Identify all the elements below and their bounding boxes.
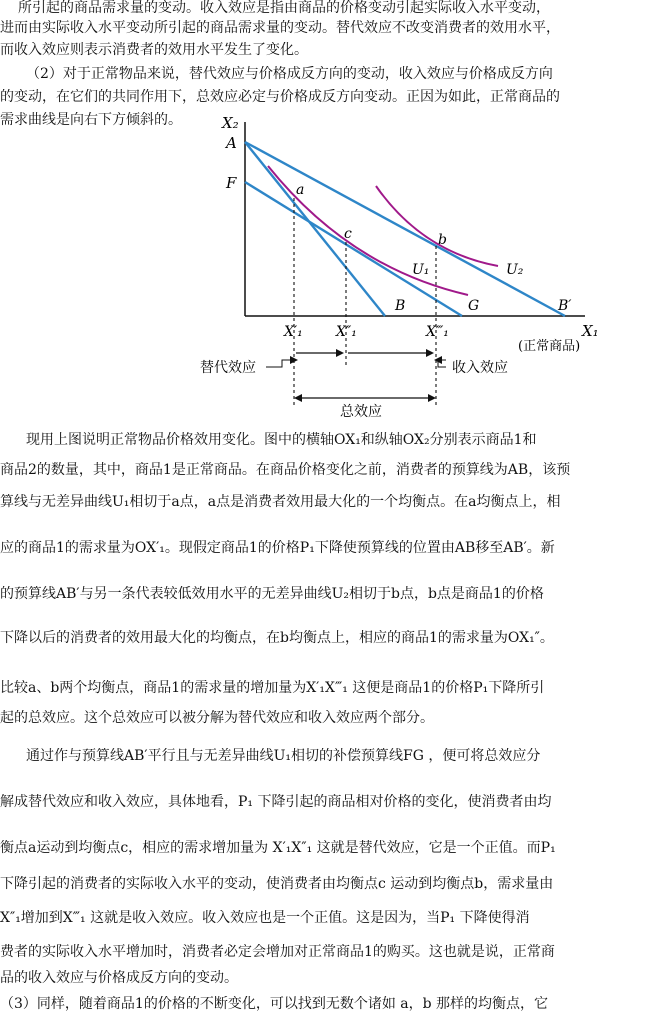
- paragraph-line-2: 进而由实际收入水平变动所引起的商品需求量的变动。替代效应不改变消费者的效用水平，: [0, 20, 560, 36]
- label-B: B: [395, 298, 406, 314]
- tick-label-x1-triple-prime: X‴₁: [426, 324, 449, 340]
- paragraph-line-20: 费者的实际收入水平增加时，消费者必定会增加对正常商品1的购买。这也就是说，正常商: [0, 944, 555, 960]
- paragraph-line-6: 需求曲线是向右下方倾斜的。: [0, 112, 182, 128]
- paragraph-line-4: （2）对于正常物品来说，替代效应与价格成反方向的变动，收入效应与价格成反方向: [26, 66, 553, 82]
- label-b: b: [438, 232, 447, 248]
- paragraph-line-12: 下降以后的消费者的效用最大化的均衡点，在b均衡点上，相应的商品1的需求量为OX₁″。: [0, 630, 554, 646]
- paragraph-line-1: 所引起的商品需求量的变动。收入效应是指由商品的价格变动引起实际收入水平变动，: [18, 0, 550, 16]
- budget-line-AB: [245, 142, 385, 316]
- paragraph-line-17: 衡点a运动到均衡点c，相应的需求增加量为 X′₁X″₁ 这就是替代效应，它是一个正值。而P₁: [0, 840, 556, 856]
- substitution-effect-label: 替代效应: [200, 360, 256, 376]
- tick-label-x1-prime: X′₁: [284, 324, 303, 340]
- budget-line-AB-prime: [245, 142, 565, 316]
- total-effect-arrowhead-left: [294, 394, 302, 402]
- tick-label-x1-double-prime: X″₁: [336, 324, 357, 340]
- paragraph-line-11: 的预算线AB′与另一条代表较低效用水平的无差异曲线U₂相切于b点，b点是商品1的价格: [0, 586, 544, 602]
- paragraph-line-15: 通过作与预算线AB′平行且与无差异曲线U₁相切的补偿预算线FG ，便可将总效应分: [26, 748, 541, 764]
- paragraph-line-16: 解成替代效应和收入效应，具体地看，P₁ 下降引起的商品相对价格的变化，使消费者由均: [0, 794, 552, 810]
- income-arrowhead: [426, 349, 434, 357]
- paragraph-line-19: X″₁增加到X‴₁ 这就是收入效应。收入效应也是一个正值。这是因为，当P₁ 下降使得消: [0, 910, 530, 926]
- label-A: A: [226, 134, 237, 152]
- label-U2: U₂: [506, 262, 524, 278]
- substitution-arrowhead: [336, 349, 344, 357]
- substitution-leader: [266, 360, 294, 367]
- label-a: a: [296, 182, 305, 198]
- paragraph-line-9: 算线与无差异曲线U₁相切于a点，a点是消费者效用最大化的一个均衡点。在a均衡点上，相: [0, 494, 561, 510]
- y-axis-label: X₂: [222, 114, 239, 132]
- paragraph-line-13: 比较a、b两个均衡点，商品1的需求量的增加量为X′₁X‴₁ 这便是商品1的价格P₁下降所引: [0, 680, 545, 696]
- paragraph-line-7: 现用上图说明正常物品价格效用变化。图中的横轴OX₁和纵轴OX₂分别表示商品1和: [26, 432, 537, 448]
- total-effect-label: 总效应: [340, 404, 382, 420]
- indifference-curve-U2: [376, 186, 498, 266]
- total-effect-arrowhead-right: [428, 394, 436, 402]
- income-effect-label: 收入效应: [452, 360, 508, 376]
- paragraph-line-21: 品的收入效应与价格成反方向的变动。: [0, 970, 238, 986]
- paragraph-line-3: 而收入效应则表示消费者的效用水平发生了变化。: [0, 42, 308, 58]
- paragraph-line-8: 商品2的数量，其中，商品1是正常商品。在商品价格变化之前，消费者的预算线为AB，该预: [0, 462, 571, 478]
- paragraph-line-18: 下降引起的消费者的实际收入水平的变动，使消费者由均衡点c 运动到均衡点b，需求量由: [0, 876, 554, 892]
- income-substitution-effect-diagram: [200, 108, 620, 420]
- label-c: c: [344, 226, 352, 242]
- paragraph-line-14: 起的总效应。这个总效应可以被分解为替代效应和收入效应两个部分。: [0, 710, 434, 726]
- x-axis-label: X₁: [582, 322, 599, 340]
- label-B-prime: B′: [558, 298, 572, 314]
- x-axis-note: (正常商品): [518, 339, 581, 354]
- paragraph-line-5: 的变动，在它们的共同作用下，总效应必定与价格成反方向变动。正因为如此，正常商品的: [0, 89, 560, 105]
- label-G: G: [468, 298, 480, 314]
- label-F: F: [226, 174, 237, 192]
- label-U1: U₁: [412, 262, 430, 278]
- paragraph-line-10: 应的商品1的需求量为OX′₁。现假定商品1的价格P₁下降使预算线的位置由AB移至AB′。新: [0, 540, 555, 556]
- paragraph-line-22: （3）同样，随着商品1的价格的不断变化，可以找到无数个诸如 a，b 那样的均衡点，它: [0, 996, 549, 1012]
